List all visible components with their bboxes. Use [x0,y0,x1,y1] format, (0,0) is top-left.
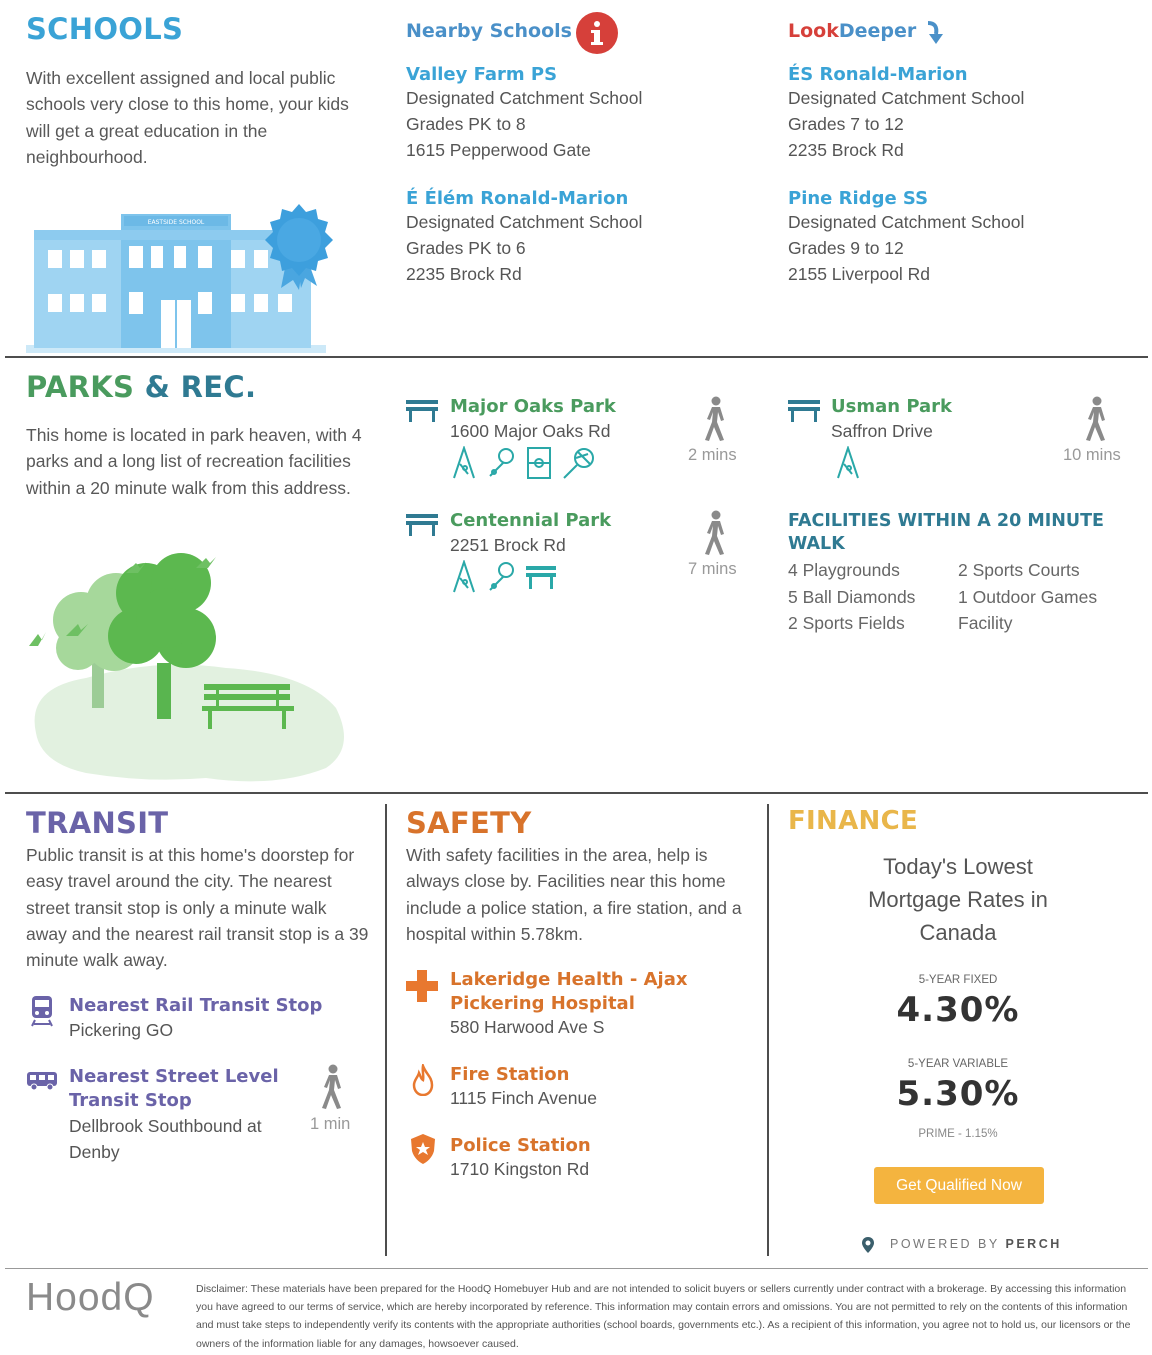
section-divider [5,792,1148,794]
safety-title: SAFETY [406,806,532,840]
park-name[interactable]: Usman Park [831,396,953,417]
street-stop-label-line: Transit Stop [69,1090,192,1111]
school-address: 2235 Brock Rd [788,140,904,160]
perch-brand: PERCH [1005,1237,1062,1251]
street-stop-name-line: Denby [69,1142,120,1162]
get-qualified-button[interactable]: Get Qualified Now [874,1167,1044,1204]
hoodq-logo: HoodQ [26,1276,155,1319]
baseball-icon [490,449,513,476]
walk-icon [702,396,730,447]
tennis-icon [564,449,593,478]
walk-time: 2 mins [688,446,737,464]
school-grades: Grades PK to 6 [406,238,526,258]
prime-note: PRIME - 1.15% [918,1128,998,1140]
facilities-col-1 [788,557,958,637]
park-address: 1600 Major Oaks Rd [450,421,611,441]
street-stop-name-line: Dellbrook Southbound at [69,1116,262,1136]
transit-title: TRANSIT [26,806,169,840]
hospital-name-line: Pickering Hospital [450,993,635,1014]
walk-icon [1083,396,1111,447]
school-entry [788,188,1138,287]
park-address: 2251 Brock Rd [450,535,566,555]
soccer-field-icon [528,448,550,478]
facility-item: Facility [958,613,1013,633]
facilities-title: FACILITIES WITHIN A 20 MINUTE WALK [788,511,1105,554]
mortgage-headline-line: Canada [919,920,997,945]
park-name[interactable]: Centennial Park [450,510,612,531]
fire-station-address: 1115 Finch Avenue [450,1088,597,1108]
picnic-bench-icon [526,566,556,589]
school-type: Designated Catchment School [406,88,643,108]
column-divider [385,804,387,1256]
schools-title: SCHOOLS [26,12,184,46]
footer-divider [5,1268,1148,1269]
school-entry [406,64,756,163]
facility-item: 2 Sports Fields [788,613,905,633]
look-deeper-suffix: Deeper [838,20,917,42]
walk-time: 1 min [310,1115,351,1133]
safety-intro: With safety facilities in the area, help is always close by. Facilities near this home include a police station, a fire station, and a hospital within 5.78km. [406,845,742,944]
street-stop-label-line: Nearest Street Level [69,1066,279,1087]
hospital-icon [406,970,438,1007]
powered-by-prefix: POWERED BY [890,1237,1000,1251]
parks-title [26,370,256,404]
rail-stop-name: Pickering GO [69,1020,174,1040]
fixed-rate-label: 5-YEAR FIXED [918,974,998,986]
schools-intro: With excellent assigned and local public schools very close to this home, your kids will get a great education in the neighbourhood. [26,68,349,167]
facility-item: 1 Outdoor Games [958,586,1098,607]
police-badge-icon [410,1133,436,1170]
school-type: Designated Catchment School [788,88,1025,108]
mortgage-headline-line: Mortgage Rates in [868,887,1048,912]
school-grades: Grades 9 to 12 [788,238,904,258]
school-type: Designated Catchment School [406,212,643,232]
disclaimer: Disclaimer: These materials have been prepared for the HoodQ Homebuyer Hub and are not intended to solicit buyers or sellers currently under contract with a brokerage. By accessing this information you have agreed to our terms of service, which are hereby incorporated by reference. This information may contain errors and omissions. You are not permitted to rely on the contents of this information and must take steps to independently verify its contents with the appropriate authorities (school boards, governments etc.). As a recipient of this information, you agree not to hold us, our licensors or the owners of the information liable for any damages, howsoever caused. [196,1283,1131,1350]
hospital-address: 580 Harwood Ave S [450,1017,605,1037]
fire-icon [412,1064,434,1101]
school-entry [406,188,756,287]
variable-rate-value: 5.30% [896,1074,1020,1114]
playground-icon [834,446,862,485]
school-type: Designated Catchment School [788,212,1025,232]
school-grades: Grades PK to 8 [406,114,526,134]
facility-item: 5 Ball Diamonds [788,586,916,607]
school-illustration [26,200,346,355]
street-stop-label[interactable] [69,1065,299,1113]
section-divider [5,356,1148,358]
park-amenity-icons [450,560,560,599]
walk-time: 7 mins [688,560,737,578]
walk-time: 10 mins [1063,446,1121,464]
facility-item: 4 Playgrounds [788,560,900,580]
look-deeper-prefix: Look [788,20,839,42]
police-station-address: 1710 Kingston Rd [450,1159,590,1179]
mortgage-headline-line: Today's Lowest [883,854,1033,879]
school-name[interactable]: Pine Ridge SS [788,188,929,209]
fixed-rate-value: 4.30% [896,990,1020,1030]
hospital-name[interactable] [450,968,750,1016]
fire-station-name[interactable]: Fire Station [450,1064,570,1085]
nearby-schools-label: Nearby Schools [406,20,572,42]
baseball-icon [490,563,513,590]
school-name[interactable]: Valley Farm PS [406,64,558,85]
parks-title-a: PARKS [26,370,135,404]
playground-icon [454,448,474,478]
variable-rate-label: 5-YEAR VARIABLE [907,1058,1009,1070]
location-pin-icon [860,1236,876,1259]
look-deeper-link[interactable] [788,20,916,42]
column-divider [767,804,769,1256]
school-address: 2155 Liverpool Rd [788,264,931,284]
playground-icon [454,562,474,592]
school-name[interactable]: É Élém Ronald-Marion [406,188,629,209]
bench-icon [788,400,820,427]
park-address: Saffron Drive [831,421,933,441]
parks-title-b: & REC. [134,370,257,404]
police-station-name[interactable]: Police Station [450,1135,591,1156]
svg-text:EASTSIDE SCHOOL: EASTSIDE SCHOOL [147,219,205,226]
arrow-down-icon [924,20,946,51]
school-address: 1615 Pepperwood Gate [406,140,591,160]
park-name[interactable]: Major Oaks Park [450,396,616,417]
walk-icon [319,1064,347,1115]
bus-icon [26,1070,58,1097]
school-entry [788,64,1138,163]
train-icon [30,994,54,1033]
info-icon[interactable] [576,12,618,54]
transit-intro: Public transit is at this home's doorstep for easy travel around the city. The nearest street transit stop is only a minute walk away and the nearest rail transit stop is a 39 minute walk away. [26,845,369,971]
finance-title: FINANCE [788,806,919,836]
school-name[interactable]: ÉS Ronald-Marion [788,64,968,85]
mortgage-headline [798,850,1118,949]
facility-item: 2 Sports Courts [958,560,1080,580]
bench-icon [406,400,438,427]
bench-icon [406,514,438,541]
street-stop-name [69,1113,299,1165]
rail-stop-label[interactable]: Nearest Rail Transit Stop [69,995,323,1016]
parks-intro: This home is located in park heaven, with 4 parks and a long list of recreation facilities within a 20 minute walk from this address. [26,425,362,498]
school-address: 2235 Brock Rd [406,264,522,284]
school-grades: Grades 7 to 12 [788,114,904,134]
hospital-name-line: Lakeridge Health - Ajax [450,969,688,990]
powered-by [890,1237,1062,1251]
park-illustration [26,548,356,788]
park-amenity-icons [450,446,600,485]
facilities-col-2 [958,557,1138,637]
walk-icon [702,510,730,561]
